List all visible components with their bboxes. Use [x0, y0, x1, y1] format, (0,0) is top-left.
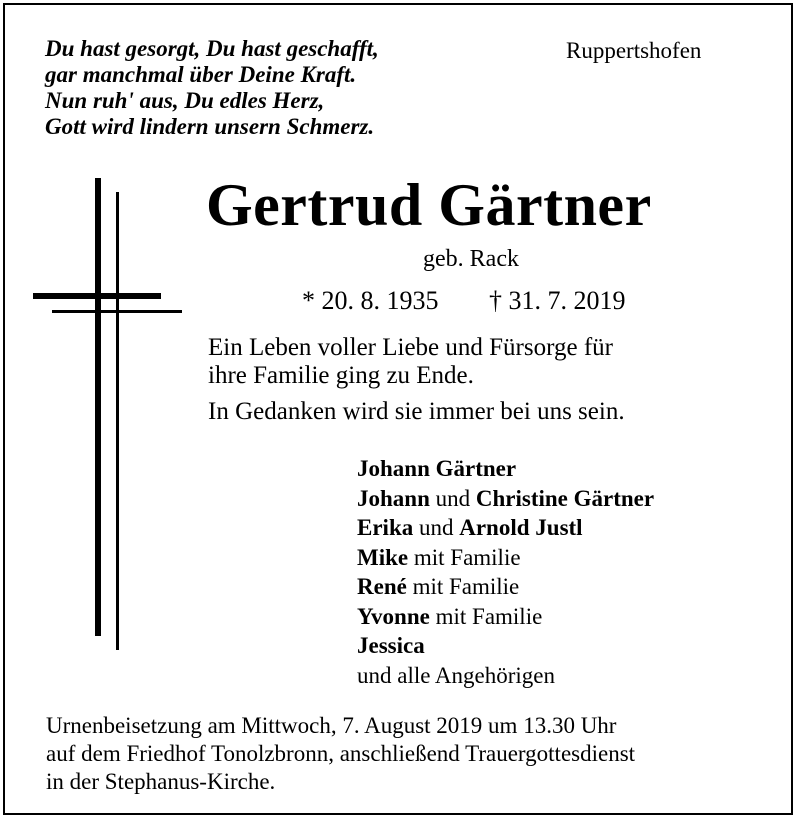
tribute-line: ihre Familie ging zu Ende. [208, 362, 474, 389]
list-item: Yvonne mit Familie [357, 603, 543, 629]
remembrance-text [208, 398, 625, 426]
place-name: Ruppertshofen [566, 38, 702, 63]
tribute-text [208, 334, 613, 390]
memorial-verse [45, 36, 379, 140]
mourners-list [357, 454, 654, 690]
list-item: Erika und Arnold Justl [357, 515, 583, 540]
verse-line: Nun ruh' aus, Du edles Herz, [45, 88, 325, 113]
list-item: und alle Angehörigen [357, 662, 556, 688]
verse-line: Du hast gesorgt, Du hast geschafft, [45, 36, 379, 61]
funeral-line: in der Stephanus-Kirche. [46, 769, 276, 794]
tribute-line: In Gedanken wird sie immer bei uns sein. [208, 398, 625, 425]
list-item: Mike mit Familie [357, 544, 521, 570]
birth-date: * 20. 8. 1935 [302, 286, 439, 315]
life-dates [302, 285, 626, 317]
list-item: René mit Familie [357, 574, 520, 599]
funeral-info [46, 712, 635, 796]
death-date: † 31. 7. 2019 [489, 286, 626, 315]
list-item: Johann und Christine Gärtner [357, 485, 655, 511]
birth-name: geb. Rack [423, 246, 519, 272]
deceased-name: Gertrud Gärtner [206, 172, 652, 238]
list-item: Johann Gärtner [357, 456, 517, 481]
funeral-line: Urnenbeisetzung am Mittwoch, 7. August 2019 um 13.30 Uhr [46, 713, 617, 738]
tribute-line: Ein Leben voller Liebe und Fürsorge für [208, 334, 613, 361]
funeral-line: auf dem Friedhof Tonolzbronn, anschließend Trauergottesdienst [46, 741, 636, 766]
verse-line: gar manchmal über Deine Kraft. [45, 62, 357, 87]
verse-line: Gott wird lindern unsern Schmerz. [45, 114, 375, 139]
list-item: Jessica [357, 633, 425, 658]
